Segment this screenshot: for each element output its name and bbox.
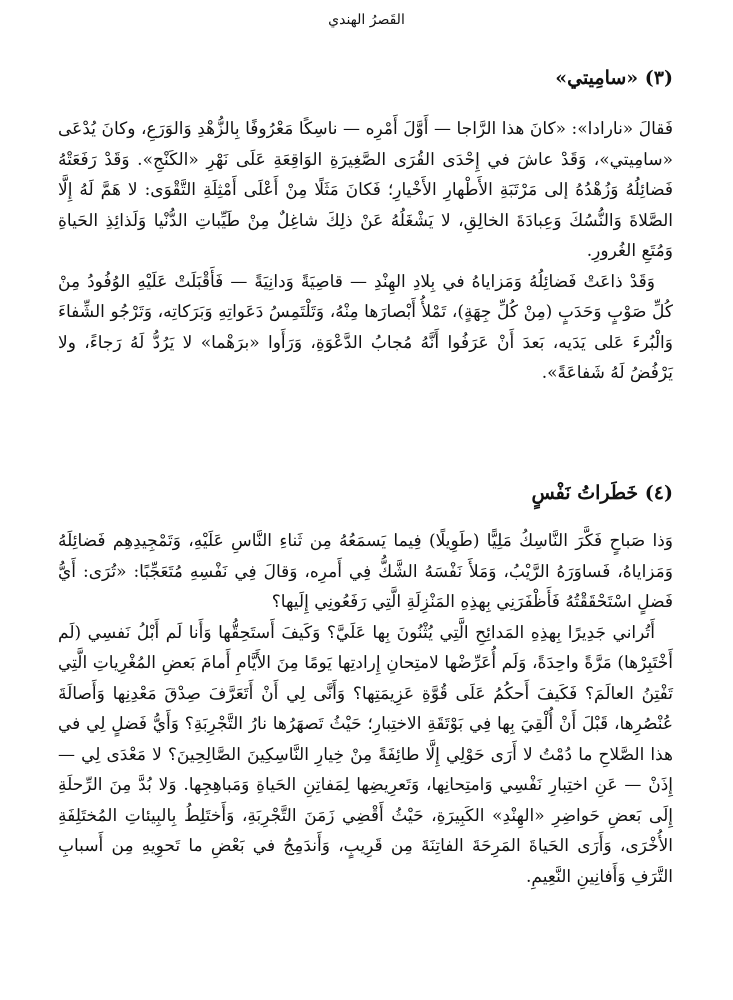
section-khatarat-nafs [58, 479, 673, 892]
paragraph: فَقالَ «نارادا»: «كانَ هذا الرَّاجا — أَوَّلَ أَمْرِه — ناسِكًا مَعْرُوفًا بِالزُّهْدِ وَالوَرَعِ، وكانَ يُدْعَى «سامِيتي»، وَقَدْ عاشَ في إِحْدَى القُرَى الصَّغِيرَةِ الوَاقِعَةِ عَلَى نَهْرِ «الكَنْجِ». وَقَدْ رَفَعَتْهُ فَضائِلُهُ وَزُهْدُهُ إلى مَرْتَبَةِ الأَطْهارِ الأَخْيارِ؛ فَكانَ مَثَلًا مِنْ أَعْلَى أَمْثِلَةِ التَّقْوَى: لا هَمَّ لَهُ إِلَّا الصَّلاةَ وَالنُّسُكَ وَعِبادَةَ الخالِقِ، لا يَشْغَلُهُ عَنْ ذلِكَ شاغِلٌ مِنْ طَيِّباتِ الدُّنْيا وَلَذائِذِ الحَياةِ وَمُتَعِ الغُرورِ. [58, 119, 673, 261]
running-head: القَصرُ الهندي [328, 12, 405, 28]
paragraph: أَتُراني جَدِيرًا بِهذِهِ المَدائِحِ الَّتِي يُثْنُونَ بِها عَلَيَّ؟ وَكَيفَ أَستَحِقُّها وَأَنا لَم أَبْلُ نَفسِي (لَم أَخْتَبِرْها) مَرَّةً واحِدَةً، وَلَم أُعَرِّضْها لامتِحانِ إِرادتِها يَومًا مِنَ الأَيَّامِ أَمامَ بَعضِ المُغْرِياتِ الَّتِي تَفْتِنُ العالَمَ؟ فَكَيفَ أَحكُمُ عَلَى قُوَّةِ عَزِيمَتِها؟ وَأَنَّى لِي أَنْ أَتَعَرَّفَ صِدْقَ مَعْدِنِها وَأَصالَةَ عُنْصُرِها، قَبْلَ أَنْ أُلْقِيَ بِها فِي بَوْتَقَةِ الاختِبارِ؛ حَيْثُ تَصهَرُها نارُ التَّجْرِبَةِ؟ وَأَيُّ فَضلٍ لِي في هذا الصَّلاحِ ما دُمْتُ لا أَرَى حَوْلِي إِلَّا طائِفَةً مِنْ خِيارِ النَّاسِكِينَ الصَّالِحِينَ؟ لا مَعْدَى لِي — إِذَنْ — عَنِ اختِبارِ نَفْسِي وَامتِحانِها، وَتَعرِيضِها لِمَفاتِنِ الحَياةِ وَمَباهِجِها. وَلا بُدَّ مِنَ الرِّحلَةِ إِلَى بَعضِ حَواضِرِ «الهِنْدِ» الكَبِيرَةِ، حَيْثُ أَقْضِي زَمَنَ التَّجْرِبَةِ، وَأَختَلِطُ بِالبِيئاتِ المُختَلِفَةِ الأُخْرَى، وَأَرَى الحَياةَ المَرِحَةَ الفاتِنَةَ مِن قَرِيبٍ، وَأَندَمِجُ في بَعْضِ ما تَحوِيهِ مِن أَسبابِ التَّرَفِ وَأَفانِينِ النَّعِيمِ. [58, 622, 673, 887]
paragraph: وَقَدْ ذاعَتْ فَضائِلُهُ وَمَزاياهُ في بِلادِ الهِنْدِ — قاصِيَةً وَدانِيَةً — فَأَقْبَلَتْ عَلَيْهِ الوُفُودُ مِنْ كُلِّ صَوْبٍ وَحَدَبٍ (مِنْ كُلِّ جِهَةٍ)، تَمْلأُ أَبْصارَها مِنْهُ، وَتَلْتَمِسُ دَعَواتِهِ وَبَرَكاتِه، وَتَرْجُو الشِّفاءَ وَالْبُرءَ عَلى يَدَيه، بَعدَ أَنْ عَرَفُوا أَنَّهُ مُجابُ الدَّعْوَةِ، وَرَأَوا «برَهْما» لا يَرُدُّ لَهُ رَجاءً، ولا يَرْفُضُ لَهُ شَفاعَةً». [58, 271, 673, 383]
section-body [58, 114, 673, 389]
section-samiti [58, 64, 673, 389]
section-body [58, 526, 673, 892]
paragraph: وَذا صَباحٍ فَكَّرَ النَّاسِكُ مَلِيًّا (طَوِيلًا) فِيما يَسمَعُهُ مِن ثَناءِ النَّاسِ عَلَيْهِ، وَتَمْجِيدِهِم فَضائِلَهُ وَمَزاياهُ، فَساوَرَهُ الرَّيْبُ، وَمَلأَ نَفْسَهُ الشَّكُّ فِي أَمرِه، وَقالَ فِي نَفْسِهِ مُتَعَجِّبًا: «تُرَى: أَيُّ فَضلٍ اسْتَحْقَقْتُهُ فَأَظْفَرَنِي بِهذِهِ المَنْزِلَةِ الَّتِي رَفَعُونِي إِلَيها؟ [58, 531, 673, 612]
section-heading: (٤) خَطَراتُ نَفْسٍ [531, 482, 673, 504]
section-heading: (٣) «سامِيتي» [555, 67, 673, 89]
